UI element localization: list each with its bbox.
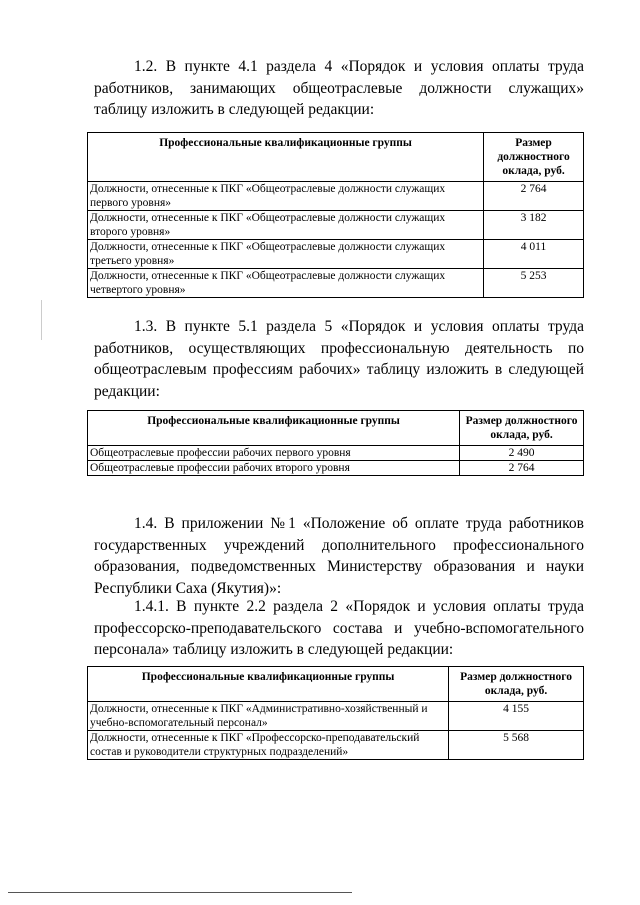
table-header-groups: Профессиональные квалификационные группы [88,667,449,702]
paragraph-1-3: 1.3. В пункте 5.1 раздела 5 «Порядок и условия оплаты труда работников, осуществляющих профессиональную деятельность по общеотраслевым профессиям рабочих» таблицу изложить в следующей редакции: [94,318,584,400]
paragraph-1-2: 1.2. В пункте 4.1 раздела 4 «Порядок и условия оплаты труда работников, занимающих общеотраслевые должности служащих» таблицу изложить в следующей редакции: [94,58,584,118]
table-header-salary: Размер должностного оклада, руб. [460,411,584,446]
table-row [88,182,584,211]
paragraph-1-4: 1.4. В приложении №1 «Положение об оплате труда работников государственных учреждений дополнительного профессионального образования, подведомственных Министерству образования и науки Республики Саха (Якутия)»: [94,515,584,597]
table-row [88,461,584,476]
table-cell-group: Должности, отнесенные к ПКГ «Административно-хозяйственный и учебно-вспомогательный персонал» [88,702,449,731]
table-row [88,731,584,760]
table-cell-salary: 2 764 [460,461,584,476]
table-row [88,240,584,269]
table-row [88,702,584,731]
table-cell-salary: 2 764 [484,182,584,211]
paragraph-1-4-1: 1.4.1. В пункте 2.2 раздела 2 «Порядок и условия оплаты труда профессорско-преподавательского состава и учебно-вспомогательного персонала» таблицу изложить в следующей редакции: [94,598,584,658]
table-cell-salary: 3 182 [484,211,584,240]
table-row [88,446,584,461]
table-row [88,269,584,298]
table-cell-group: Должности, отнесенные к ПКГ «Общеотраслевые должности служащих первого уровня» [88,182,484,211]
table-cell-salary: 5 253 [484,269,584,298]
table-cell-salary: 4 155 [449,702,584,731]
table-cell-group: Общеотраслевые профессии рабочих первого уровня [88,446,460,461]
salary-table-general-positions [87,132,584,298]
footer-rule [8,892,352,893]
table-cell-salary: 4 011 [484,240,584,269]
table-row [88,211,584,240]
table-cell-group: Должности, отнесенные к ПКГ «Общеотраслевые должности служащих третьего уровня» [88,240,484,269]
salary-table-teaching-staff [87,666,584,760]
table-cell-group: Общеотраслевые профессии рабочих второго уровня [88,461,460,476]
table-cell-group: Должности, отнесенные к ПКГ «Профессорско-преподавательский состав и руководители структурных подразделений» [88,731,449,760]
table-cell-group: Должности, отнесенные к ПКГ «Общеотраслевые должности служащих второго уровня» [88,211,484,240]
table-header-groups: Профессиональные квалификационные группы [88,411,460,446]
table-header-salary: Размер должностного оклада, руб. [449,667,584,702]
table-header-salary: Размер должностного оклада, руб. [484,133,584,182]
table-cell-group: Должности, отнесенные к ПКГ «Общеотраслевые должности служащих четвертого уровня» [88,269,484,298]
scan-margin-mark [41,300,42,340]
table-cell-salary: 5 568 [449,731,584,760]
salary-table-workers [87,410,584,476]
table-cell-salary: 2 490 [460,446,584,461]
table-header-groups: Профессиональные квалификационные группы [88,133,484,182]
